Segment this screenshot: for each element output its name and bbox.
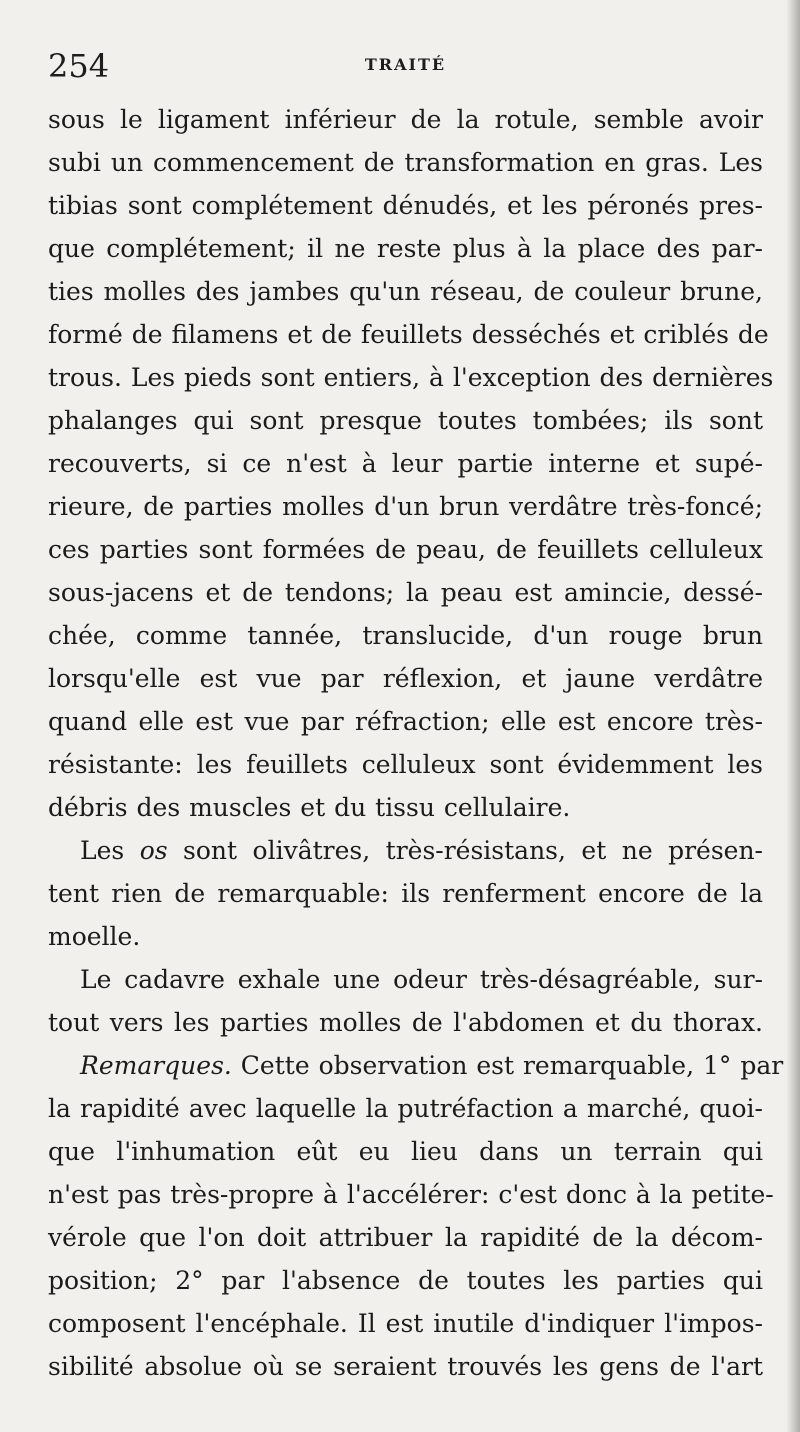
text-line: que complétement; il ne reste plus à la place des par-: [48, 234, 763, 263]
text-line: tout vers les parties molles de l'abdomen et du thorax.: [48, 1008, 763, 1037]
text-line: lorsqu'elle est vue par réflexion, et jaune verdâtre: [48, 664, 763, 693]
text-line: sous le ligament inférieur de la rotule, semble avoir: [48, 105, 763, 134]
text-line: débris des muscles et du tissu cellulaire.: [48, 793, 571, 822]
text-line: rieure, de parties molles d'un brun verdâtre très-foncé;: [48, 492, 763, 521]
text-line: vérole que l'on doit attribuer la rapidité de la décom-: [48, 1223, 763, 1252]
text-line: tent rien de remarquable: ils renferment encore de la: [48, 879, 763, 908]
text-line: résistante: les feuillets celluleux sont évidemment les: [48, 750, 763, 779]
text-line: formé de filamens et de feuillets desséchés et criblés de: [48, 320, 769, 349]
text-run: Cette observation est remarquable, 1° par: [231, 1051, 784, 1080]
paragraph-start-line: Le cadavre exhale une odeur très-désagréable, sur-: [80, 965, 763, 994]
text-run: sont olivâtres, très-résistans, et ne présen-: [167, 836, 763, 865]
text-line: quand elle est vue par réfraction; elle est encore très-: [48, 707, 763, 736]
italic-term: os: [139, 836, 168, 865]
body-text: [48, 98, 784, 1388]
text-run: Les: [80, 836, 140, 865]
text-line: phalanges qui sont presque toutes tombées; ils sont: [48, 406, 763, 435]
text-line: ces parties sont formées de peau, de feuillets celluleux: [48, 535, 763, 564]
text-line: n'est pas très-propre à l'accélérer: c'est donc à la petite-: [48, 1180, 774, 1209]
text-line: sibilité absolue où se seraient trouvés les gens de l'art: [48, 1352, 763, 1381]
text-line: position; 2° par l'absence de toutes les parties qui: [48, 1266, 763, 1295]
text-line: sous-jacens et de tendons; la peau est amincie, dessé-: [48, 578, 763, 607]
text-line: trous. Les pieds sont entiers, à l'exception des dernières: [48, 363, 774, 392]
text-line: moelle.: [48, 922, 141, 951]
text-line: composent l'encéphale. Il est inutile d'indiquer l'impos-: [48, 1309, 763, 1338]
text-line: la rapidité avec laquelle la putréfaction a marché, quoi-: [48, 1094, 763, 1123]
running-title: TRAITÉ: [364, 55, 447, 74]
text-line: subi un commencement de transformation en gras. Les: [48, 148, 763, 177]
running-head: [48, 38, 763, 90]
text-line: recouverts, si ce n'est à leur partie interne et supé-: [48, 449, 763, 478]
paragraph-start-line: [48, 1044, 784, 1087]
page-number: 254: [48, 47, 110, 85]
text-line: tibias sont complétement dénudés, et les péronés pres-: [48, 191, 763, 220]
text-line: que l'inhumation eût eu lieu dans un terrain qui: [48, 1137, 763, 1166]
paragraph-start-line: [48, 829, 763, 872]
text-line: chée, comme tannée, translucide, d'un rouge brun: [48, 621, 763, 650]
italic-heading: Remarques.: [80, 1051, 232, 1080]
text-line: ties molles des jambes qu'un réseau, de couleur brune,: [48, 277, 763, 306]
